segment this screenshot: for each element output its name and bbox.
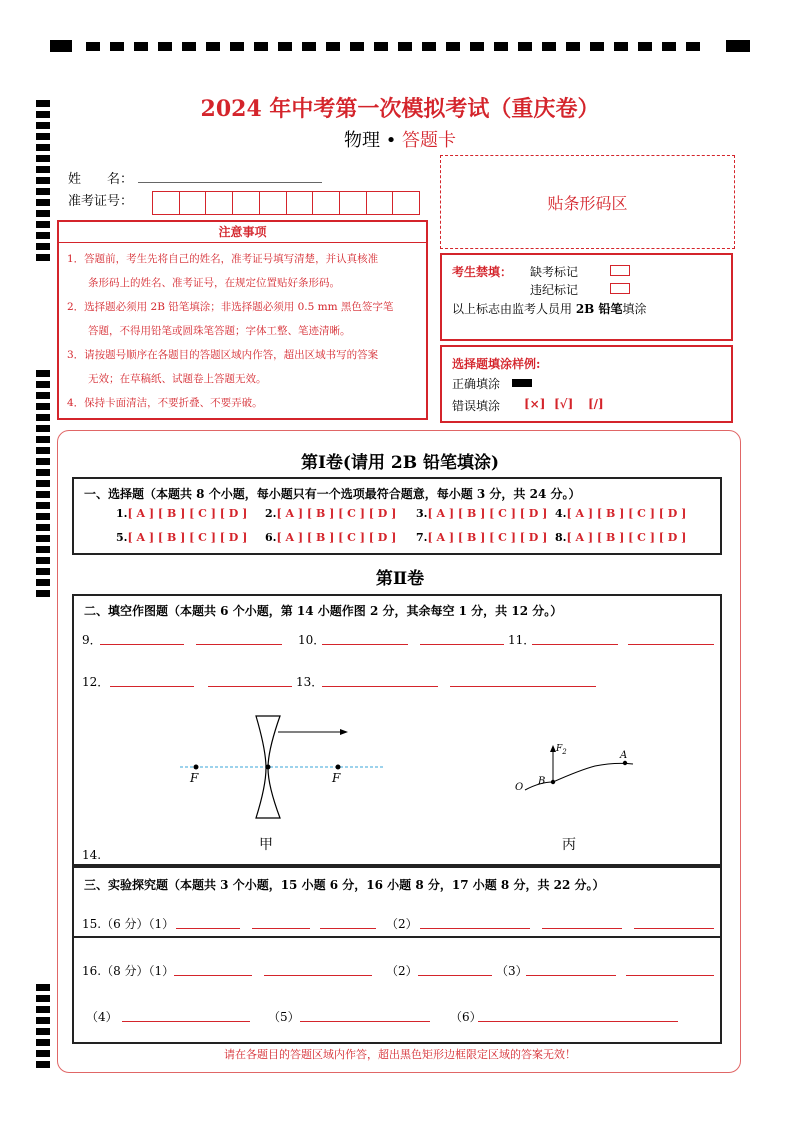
- point-o-label: O: [515, 782, 524, 793]
- q16-p3-label: （3）: [496, 964, 528, 978]
- q15-blank-1[interactable]: [176, 928, 240, 929]
- part2-heading: 第Ⅱ卷: [375, 569, 425, 589]
- page-subtitle: [0, 126, 800, 152]
- q15-blank-3[interactable]: [320, 928, 376, 929]
- choice-q8[interactable]: 8.[ A ] [ B ] [ C ] [ D ]: [555, 531, 687, 544]
- footer-warning: 请在各题目的答题区域内作答，超出黑色矩形边框限定区域的答案无效！: [224, 1048, 576, 1061]
- forbid-note: 以上标志由监考人员用 2B 铅笔填涂: [452, 302, 647, 316]
- notice-box: [57, 220, 428, 420]
- figure-jia-label: 甲: [259, 837, 273, 853]
- part1-heading: 第Ⅰ卷(请用 2B 铅笔填涂): [300, 453, 500, 473]
- q15-p2-label: （2）: [386, 917, 418, 931]
- wrong-label: 错误填涂: [452, 399, 501, 413]
- q10-label: 10．: [298, 633, 326, 647]
- violation-mark[interactable]: [610, 283, 630, 294]
- notice-list: [59, 243, 426, 415]
- q16-blank-4[interactable]: [526, 975, 616, 976]
- exp-section-16: [72, 936, 722, 1044]
- q11-label: 11．: [508, 633, 536, 647]
- choice-q4[interactable]: 4.[ A ] [ B ] [ C ] [ D ]: [555, 507, 687, 520]
- name-label: 姓 名：: [68, 172, 134, 187]
- q15-blank-5[interactable]: [542, 928, 622, 929]
- q16-p6-label: （6）: [450, 1010, 482, 1024]
- notice-heading: 注意事项: [59, 222, 426, 243]
- q16-blank-2[interactable]: [264, 975, 372, 976]
- sample-heading: 选择题填涂样例:: [452, 357, 541, 371]
- q16-p5-label: （5）: [268, 1010, 300, 1024]
- name-field[interactable]: [138, 182, 322, 183]
- q13-blank-2[interactable]: [450, 686, 596, 687]
- card-label: 答题卡: [402, 130, 457, 151]
- q15-blank-2[interactable]: [252, 928, 310, 929]
- q16-blank-3[interactable]: [418, 975, 492, 976]
- notice-item: 条形码上的姓名、准考证号，在规定位置贴好条形码。: [67, 277, 340, 289]
- timing-marks-left: [36, 100, 50, 1080]
- id-number-boxes[interactable]: [152, 191, 420, 215]
- absent-mark[interactable]: [610, 265, 630, 276]
- timing-marks-top: [50, 40, 750, 52]
- choice-q2[interactable]: 2.[ A ] [ B ] [ C ] [ D ]: [265, 507, 397, 520]
- q15-blank-4[interactable]: [420, 928, 530, 929]
- choice-q1[interactable]: 1.[ A ] [ B ] [ C ] [ D ]: [116, 507, 248, 520]
- q12-label: 12．: [82, 675, 110, 689]
- q11-blank-1[interactable]: [532, 644, 618, 645]
- q16-blank-7[interactable]: [300, 1021, 430, 1022]
- figure-bing-label: 丙: [562, 837, 576, 853]
- q9-blank-2[interactable]: [196, 644, 282, 645]
- forbid-label: 考生禁填：: [452, 265, 513, 279]
- q9-label: 9．: [82, 633, 102, 647]
- choice-q3[interactable]: 3.[ A ] [ B ] [ C ] [ D ]: [416, 507, 548, 520]
- choice-q6[interactable]: 6.[ A ] [ B ] [ C ] [ D ]: [265, 531, 397, 544]
- subtitle-dot: •: [385, 130, 397, 151]
- wrong-mark-x: [×]: [524, 397, 546, 411]
- q16-blank-8[interactable]: [478, 1021, 678, 1022]
- focal-label-right: F: [332, 771, 341, 785]
- q12-blank-2[interactable]: [208, 686, 292, 687]
- wrong-mark-check: [√]: [554, 397, 574, 411]
- forbid-box: [440, 253, 733, 341]
- q12-blank-1[interactable]: [110, 686, 194, 687]
- force-label: $F_2$: [556, 744, 567, 756]
- q14-label: 14.: [82, 848, 102, 862]
- correct-fill-sample: [512, 379, 532, 387]
- barcode-area: 贴条形码区: [440, 155, 735, 249]
- q13-label: 13．: [296, 675, 324, 689]
- q16-blank-6[interactable]: [122, 1021, 250, 1022]
- notice-item: 2．选择题必须用 2B 铅笔填涂；非选择题必须用 0.5 mm 黑色签字笔: [67, 301, 394, 313]
- q13-blank-1[interactable]: [322, 686, 438, 687]
- q15-label: 15.（6 分）（1）: [82, 917, 175, 931]
- choice-section-heading: 一、选择题（本题共 8 个小题，每小题只有一个选项最符合题意，每小题 3 分，共 24 分。）: [84, 487, 581, 501]
- lens-figure[interactable]: [170, 710, 400, 860]
- sample-box: [440, 345, 733, 423]
- curve-figure[interactable]: [505, 740, 645, 800]
- page-title: 2024 年中考第一次模拟考试（重庆卷）: [200, 96, 600, 122]
- notice-item: 答题，不得用铅笔或圆珠笔答题；字体工整、笔迹清晰。: [67, 325, 351, 337]
- q16-p2-label: （2）: [386, 964, 418, 978]
- correct-label: 正确填涂: [452, 377, 501, 391]
- q16-blank-1[interactable]: [174, 975, 252, 976]
- exp-section-heading: 三、实验探究题（本题共 3 个小题，15 小题 6 分，16 小题 8 分，17 小题 8 分，共 22 分。）: [84, 878, 605, 892]
- notice-item: 无效；在草稿纸、试题卷上答题无效。: [67, 373, 267, 385]
- point-b-label: B: [538, 776, 546, 787]
- q16-blank-5[interactable]: [626, 975, 714, 976]
- notice-item: 3．请按题号顺序在各题目的答题区域内作答，超出区域书写的答案: [67, 349, 379, 361]
- fill-section-heading: 二、填空作图题（本题共 6 个小题，第 14 小题作图 2 分，其余每空 1 分，共 12 分。）: [84, 604, 563, 618]
- subject-label: 物理: [343, 130, 380, 151]
- notice-item: 1．答题前，考生先将自己的姓名，准考证号填写清楚，并认真核准: [67, 253, 379, 265]
- absent-label: 缺考标记: [530, 265, 579, 279]
- notice-item: 4．保持卡面清洁，不要折叠、不要弄破。: [67, 397, 263, 409]
- q15-blank-6[interactable]: [634, 928, 714, 929]
- choice-q5[interactable]: 5.[ A ] [ B ] [ C ] [ D ]: [116, 531, 248, 544]
- wrong-mark-slash: [/]: [588, 397, 604, 411]
- q11-blank-2[interactable]: [628, 644, 714, 645]
- id-label: 准考证号：: [68, 194, 134, 209]
- q10-blank-1[interactable]: [322, 644, 408, 645]
- q10-blank-2[interactable]: [420, 644, 504, 645]
- q9-blank-1[interactable]: [100, 644, 184, 645]
- violation-label: 违纪标记: [530, 283, 579, 297]
- point-a-label: A: [620, 750, 628, 761]
- choice-q7[interactable]: 7.[ A ] [ B ] [ C ] [ D ]: [416, 531, 548, 544]
- q16-p4-label: （4）: [86, 1010, 118, 1024]
- q16-label: 16.（8 分）（1）: [82, 964, 175, 978]
- focal-label-left: F: [190, 771, 199, 785]
